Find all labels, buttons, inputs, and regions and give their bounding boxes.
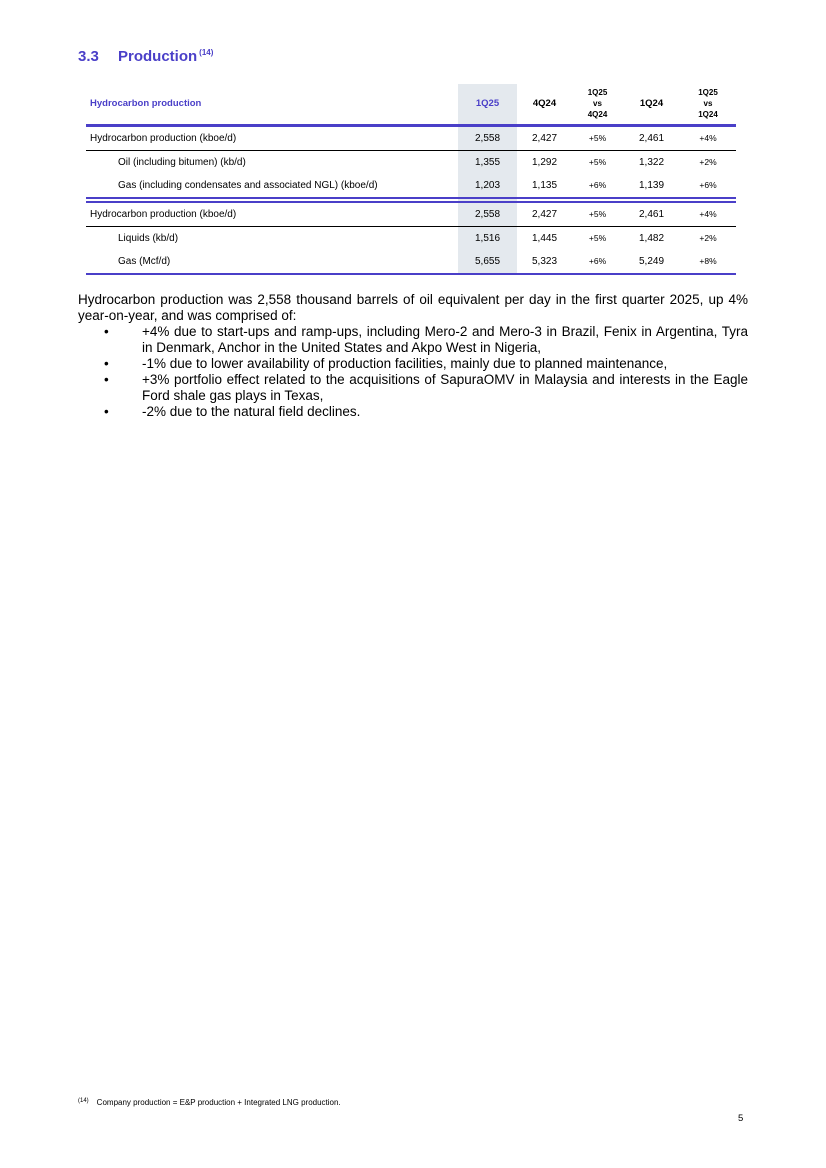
cell-vs-1q24: +8% [680, 250, 736, 274]
table-row [86, 125, 736, 150]
table-row [86, 174, 736, 200]
list-item [104, 372, 748, 404]
footnote-text: Company production = E&P production + Integrated LNG production. [96, 1098, 341, 1107]
cell-1q25: 1,203 [458, 174, 517, 200]
bullet-icon: • [104, 324, 109, 339]
cell-vs-1q24: +6% [680, 174, 736, 200]
row-label: Hydrocarbon production (kboe/d) [86, 125, 458, 150]
cell-4q24: 1,135 [517, 174, 572, 200]
row-label: Gas (Mcf/d) [86, 250, 458, 274]
cell-vs-4q24: +5% [572, 200, 623, 227]
bullet-icon: • [104, 404, 109, 419]
header-1q24: 1Q24 [623, 84, 680, 125]
cell-vs-1q24: +4% [680, 200, 736, 227]
footnote [78, 1098, 341, 1107]
cell-1q24: 1,139 [623, 174, 680, 200]
header-vs1-line2: vs [593, 99, 602, 109]
list-item [104, 356, 748, 372]
header-vs2-line1: 1Q25 [698, 88, 718, 98]
bullet-icon: • [104, 356, 109, 371]
section-footnote-ref: (14) [199, 48, 214, 57]
page-number: 5 [738, 1113, 744, 1124]
intro-paragraph: Hydrocarbon production was 2,558 thousand barrels of oil equivalent per day in the first quarter 2025, up 4% year-on-year, and was comprised of: [78, 292, 748, 323]
cell-1q25: 1,516 [458, 226, 517, 250]
list-item [104, 324, 748, 356]
body-text [78, 292, 748, 420]
cell-1q25: 2,558 [458, 125, 517, 150]
cell-1q24: 5,249 [623, 250, 680, 274]
header-vs1-line1: 1Q25 [587, 88, 608, 98]
cell-4q24: 5,323 [517, 250, 572, 274]
list-item [104, 404, 748, 420]
production-table [86, 84, 736, 275]
table-row [86, 226, 736, 250]
cell-4q24: 1,445 [531, 232, 558, 244]
row-label: Hydrocarbon production (kboe/d) [86, 200, 458, 227]
cell-vs-1q24: +4% [680, 125, 736, 150]
bullet-list [78, 324, 748, 420]
header-vs1-line3: 4Q24 [587, 110, 608, 120]
header-vs2-line3: 1Q24 [698, 110, 718, 120]
cell-1q24: 2,461 [623, 200, 680, 227]
cell-1q24: 1,482 [638, 232, 665, 244]
header-1q25-vs-1q24 [680, 84, 736, 125]
table-header-row [86, 84, 736, 125]
cell-4q24: 2,427 [517, 125, 572, 150]
header-1q25-vs-4q24 [572, 84, 623, 125]
row-label: Oil (including bitumen) (kb/d) [118, 156, 246, 168]
cell-4q24: 1,292 [531, 156, 558, 168]
header-vs2-line2: vs [703, 99, 713, 109]
cell-vs-1q24: +2% [699, 233, 717, 243]
table-row [86, 250, 736, 274]
cell-vs-4q24: +5% [588, 157, 607, 167]
cell-1q24: 2,461 [623, 125, 680, 150]
cell-vs-4q24: +5% [588, 233, 607, 243]
list-item-text: +3% portfolio effect related to the acquisitions of SapuraOMV in Malaysia and interests in the Eagle Ford shale gas plays in Texas, [142, 372, 748, 403]
row-label: Liquids (kb/d) [118, 232, 179, 244]
section-title [78, 48, 213, 65]
footnote-mark: (14) [78, 1098, 89, 1104]
cell-1q24: 1,322 [638, 156, 665, 168]
cell-vs-1q24: +2% [699, 157, 717, 167]
cell-1q25: 2,558 [458, 200, 517, 227]
header-label: Hydrocarbon production [86, 84, 458, 125]
cell-vs-4q24: +5% [572, 125, 623, 150]
section-title-text: Production [118, 48, 198, 65]
cell-vs-4q24: +6% [572, 250, 623, 274]
list-item-text: +4% due to start-ups and ramp-ups, including Mero-2 and Mero-3 in Brazil, Fenix in Argentina, Tyra in Denmark, Anchor in the United States and Akpo West in Nigeria, [142, 324, 748, 355]
table-row [86, 200, 736, 227]
cell-vs-4q24: +6% [572, 174, 623, 200]
list-item-text: -2% due to the natural field declines. [142, 404, 361, 419]
table-row [86, 150, 736, 174]
section-number: 3.3 [78, 48, 99, 65]
list-item-text: -1% due to lower availability of production facilities, mainly due to planned maintenance, [142, 356, 668, 371]
cell-1q25: 5,655 [458, 250, 517, 274]
cell-4q24: 2,427 [517, 200, 572, 227]
bullet-icon: • [104, 372, 109, 387]
header-4q24: 4Q24 [517, 84, 572, 125]
row-label: Gas (including condensates and associated NGL) (kboe/d) [86, 174, 458, 200]
header-1q25: 1Q25 [458, 84, 517, 125]
cell-1q25: 1,355 [458, 150, 517, 174]
